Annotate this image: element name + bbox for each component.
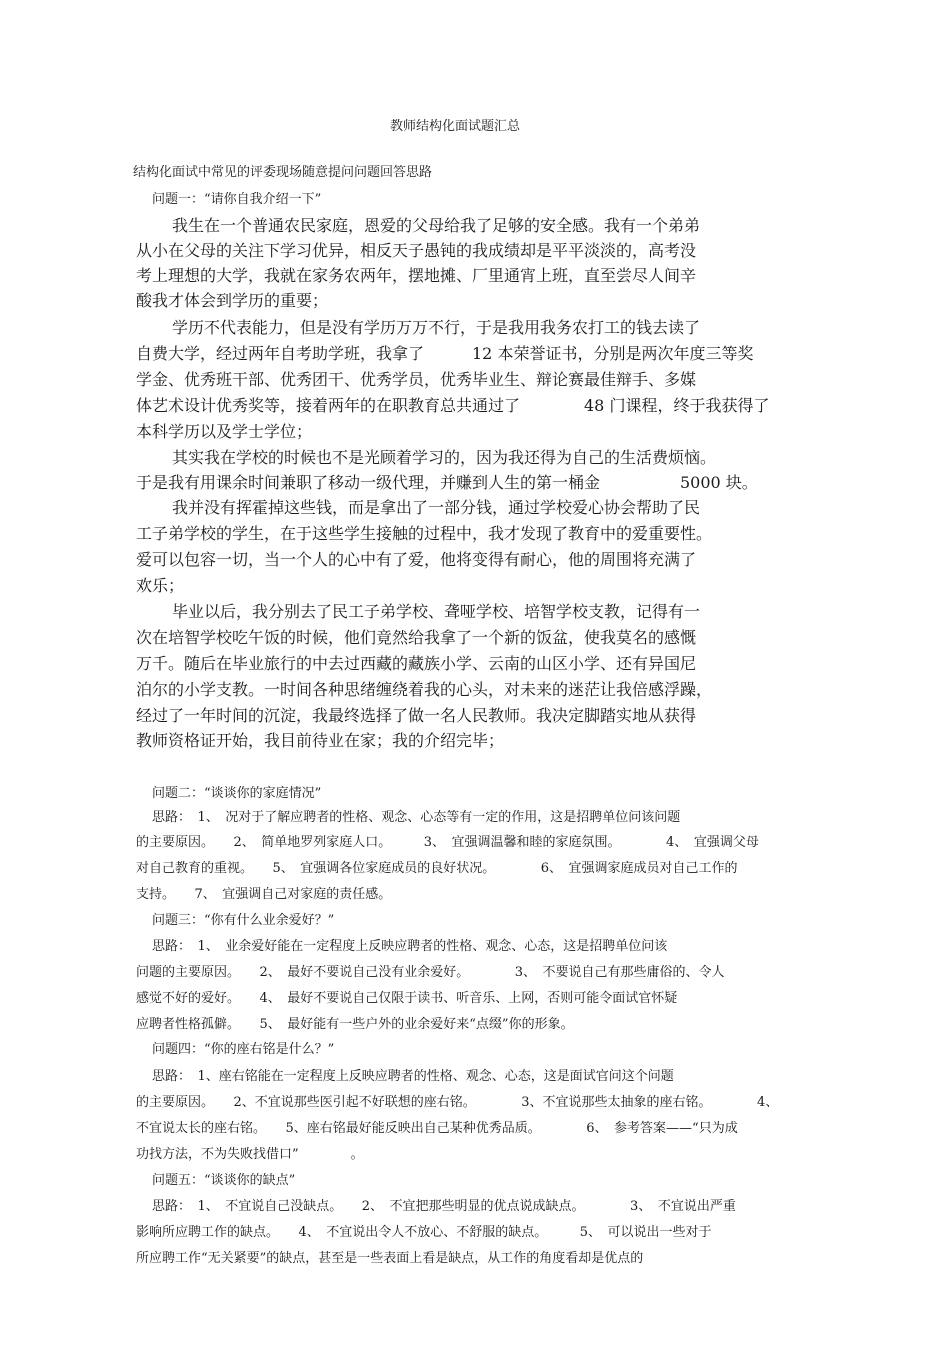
q4-line: 功找方法，不为失败找借口” 。 (136, 1147, 364, 1162)
q2-heading: 问题二：“谈谈你的家庭情况” (152, 786, 322, 801)
q3-line: 思路： 1、 业余爱好能在一定程度上反映应聘者的性格、观念、心态，这是招聘单位问该 (152, 939, 668, 954)
document-title: 教师结构化面试题汇总 (390, 119, 521, 134)
q1-line: 学金、优秀班干部、优秀团干、优秀学员，优秀毕业生、辩论赛最佳辩手、多媒 (136, 370, 697, 389)
q4-line: 不宜说太长的座右铭。 5、座右铭最好能反映出自己某种优秀品质。 6、 参考答案——“只为成 (136, 1121, 738, 1136)
q3-line: 感觉不好的爱好。 4、 最好不要说自己仅限于读书、听音乐、上网，否则可能令面试官怀疑 (136, 991, 678, 1006)
q5-line: 所应聘工作“无关紧要”的缺点，甚至是一些表面上看是缺点，从工作的角度看却是优点的 (136, 1251, 644, 1266)
q1-line: 万千。随后在毕业旅行的中去过西藏的藏族小学、云南的山区小学、还有异国尼 (136, 654, 697, 673)
q5-line: 影响所应聘工作的缺点。 4、 不宜说出令人不放心、不舒服的缺点。 5、 可以说出一些对于 (136, 1225, 712, 1240)
q3-heading: 问题三：“你有什么业余爱好？” (152, 913, 335, 928)
q3-line: 问题的主要原因。 2、 最好不要说自己没有业余爱好。 3、 不要说自己有那些庸俗的、令人 (136, 965, 725, 980)
q3-line: 应聘者性格孤僻。 5、 最好能有一些户外的业余爱好来“点缀”你的形象。 (136, 1017, 574, 1032)
q2-line: 支持。 7、 宜强调自己对家庭的责任感。 (136, 887, 392, 902)
q1-line: 体艺术设计优秀奖等，接着两年的在职教育总共通过了 48 门课程，终于我获得了 (136, 396, 770, 415)
q5-line: 思路： 1、 不宜说自己没缺点。 2、 不宜把那些明显的优点说成缺点。 3、 不宜说出严重 (152, 1199, 736, 1214)
q2-line: 对自己教育的重视。 5、 宜强调各位家庭成员的良好状况。 6、 宜强调家庭成员对自己工作的 (136, 861, 738, 876)
q1-line: 考上理想的大学，我就在家务农两年，摆地摊、厂里通宵上班，直至尝尽人间辛 (136, 266, 697, 285)
q1-line: 泊尔的小学支教。一时间各种思绪缠绕着我的心头，对未来的迷茫让我倍感浮躁， (136, 680, 713, 699)
q1-line: 其实我在学校的时候也不是光顾着学习的，因为我还得为自己的生活费烦恼。 (172, 448, 717, 467)
q1-line: 学历不代表能力，但是没有学历万万不行，于是我用我务农打工的钱去读了 (172, 318, 701, 337)
q4-line: 的主要原因。 2、不宜说那些医引起不好联想的座右铭。 3、不宜说那些太抽象的座右铭。 4、 (136, 1095, 779, 1110)
q2-line: 的主要原因。 2、 简单地罗列家庭人口。 3、 宜强调温馨和睦的家庭氛围。 4、 宜强调父母 (136, 835, 759, 850)
q4-line: 思路： 1、座右铭能在一定程度上反映应聘者的性格、观念、心态，这是面试官问这个问题 (152, 1069, 674, 1084)
q1-line: 经过了一年时间的沉淀，我最终选择了做一名人民教师。我决定脚踏实地从获得 (136, 706, 697, 725)
q1-line: 从小在父母的关注下学习优异，相反天子愚钝的我成绩却是平平淡淡的，高考没 (136, 241, 697, 260)
q1-line: 工子弟学校的学生，在于这些学生接触的过程中，我才发现了教育中的爱重要性。 (136, 524, 713, 543)
q1-line: 我并没有挥霍掉这些钱，而是拿出了一部分钱，通过学校爱心协会帮助了民 (172, 498, 701, 517)
q2-line: 思路： 1、 况对于了解应聘者的性格、观念、心态等有一定的作用，这是招聘单位问该问题 (152, 810, 681, 825)
q1-line: 欢乐； (136, 576, 185, 595)
q1-line: 次在培智学校吃午饭的时候，他们竟然给我拿了一个新的饭盆，使我莫名的感慨 (136, 628, 697, 647)
q1-line: 酸我才体会到学历的重要； (136, 291, 329, 310)
q1-line: 于是我有用课余时间兼职了移动一级代理，并赚到人生的第一桶金 5000 块。 (136, 473, 758, 492)
q1-line: 我生在一个普通农民家庭，恩爱的父母给我了足够的安全感。我有一个弟弟 (172, 216, 701, 235)
q1-line: 教师资格证开始，我目前待业在家；我的介绍完毕； (136, 731, 505, 750)
document-subtitle: 结构化面试中常见的评委现场随意提问问题回答思路 (133, 165, 433, 180)
q1-line: 本科学历以及学士学位； (136, 422, 313, 441)
q4-heading: 问题四：“你的座右铭是什么？” (152, 1042, 335, 1057)
q5-heading: 问题五：“谈谈你的缺点” (152, 1173, 296, 1188)
q1-heading: 问题一：“请你自我介绍一下” (152, 192, 322, 207)
q1-line: 毕业以后，我分别去了民工子弟学校、聋哑学校、培智学校支教，记得有一 (172, 602, 701, 621)
q1-line: 爱可以包容一切，当一个人的心中有了爱，他将变得有耐心，他的周围将充满了 (136, 550, 697, 569)
q1-line: 自费大学，经过两年自考助学班，我拿了 12 本荣誉证书，分别是两次年度三等奖 (136, 344, 754, 363)
